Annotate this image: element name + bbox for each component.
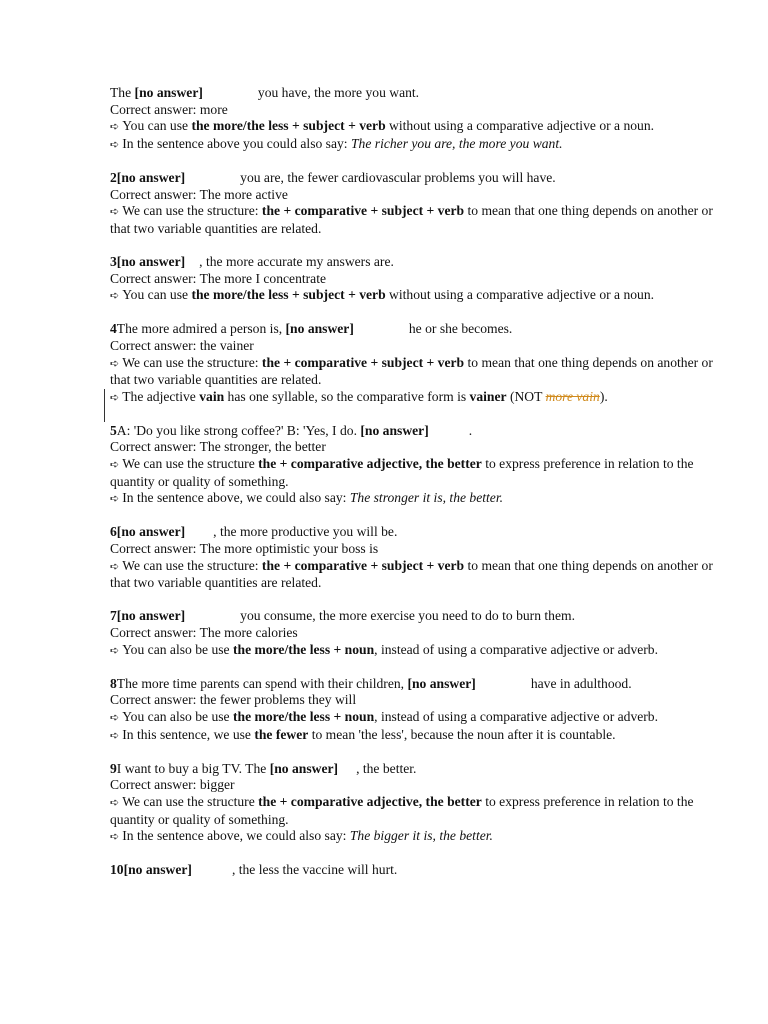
explanation-note: ➪ We can use the structure: the + comparative + subject + verb to mean that one thing depends on another or that two variable quantities are related. — [110, 354, 713, 388]
correct-answer: Correct answer: the fewer problems they will — [110, 692, 357, 708]
sentence-end: , the more productive you will be. — [213, 524, 398, 540]
explanation-note: ➪ We can use the structure: the + comparative + subject + verb to mean that one thing depends on another or that two variable quantities are related. — [110, 557, 713, 591]
question-10 — [110, 862, 714, 879]
question-8 — [110, 676, 714, 744]
question-7 — [110, 608, 714, 659]
question-sentence — [110, 254, 714, 271]
question-number: 10 — [110, 862, 124, 878]
correct-answer: Correct answer: The more optimistic your boss is — [110, 541, 379, 557]
question-number: 7 — [110, 608, 117, 624]
answer-blank[interactable]: [no answer] — [360, 422, 429, 438]
answer-blank[interactable]: [no answer] — [116, 253, 186, 269]
explanation-note: ➪ You can use the more/the less + subject + verb without using a comparative adjective or a noun. — [110, 287, 655, 303]
question-number: 2 — [110, 169, 117, 185]
question-sentence — [110, 676, 714, 693]
question-number: 8 — [110, 675, 117, 691]
question-2 — [110, 170, 714, 237]
explanation-note: ➪ In the sentence above, we could also say: The bigger it is, the better. — [110, 828, 493, 844]
arrow-icon: ➪ — [110, 710, 120, 724]
arrow-icon: ➪ — [110, 458, 120, 472]
question-sentence — [110, 862, 714, 879]
sentence-start: A: 'Do you like strong coffee?' B: 'Yes, I do. — [116, 422, 361, 438]
question-number: 5 — [110, 422, 117, 438]
sentence-start: The more time parents can spend with their children, — [116, 675, 408, 691]
explanation-note: ➪ In the sentence above you could also say: The richer you are, the more you want. — [110, 135, 563, 151]
question-9 — [110, 761, 714, 846]
question-3 — [110, 254, 714, 305]
struck-text: more vain — [545, 388, 600, 404]
question-sentence — [110, 170, 714, 187]
answer-blank[interactable]: [no answer] — [116, 608, 186, 624]
sentence-start: The more admired a person is, — [116, 321, 286, 337]
question-sentence — [110, 423, 714, 440]
sentence-start: I want to buy a big TV. The — [116, 760, 270, 776]
arrow-icon: ➪ — [110, 830, 120, 844]
question-1 — [110, 85, 714, 153]
explanation-note: ➪ In this sentence, we use the fewer to mean 'the less', because the noun after it is countable. — [110, 726, 616, 742]
correct-answer: Correct answer: The stronger, the better — [110, 439, 326, 455]
arrow-icon: ➪ — [110, 643, 120, 657]
sentence-end: , the more accurate my answers are. — [199, 253, 394, 269]
question-sentence — [110, 608, 714, 625]
change-bar — [104, 389, 105, 422]
sentence-end: you are, the fewer cardiovascular problems you will have. — [240, 169, 556, 185]
explanation-note: ➪ We can use the structure the + comparative adjective, the better to express preference in relation to the quantity or quality of something. — [110, 456, 694, 489]
arrow-icon: ➪ — [110, 205, 120, 219]
sentence-end: . — [468, 422, 473, 438]
explanation-note: ➪ You can also be use the more/the less + noun, instead of using a comparative adjective or adverb. — [110, 641, 659, 657]
arrow-icon: ➪ — [110, 390, 120, 404]
explanation-note: ➪ We can use the structure the + comparative adjective, the better to express preference in relation to the quantity or quality of something. — [110, 793, 694, 827]
correct-answer: Correct answer: The more active — [110, 186, 288, 202]
answer-blank[interactable]: [no answer] — [116, 169, 186, 185]
sentence-end: you consume, the more exercise you need to do to burn them. — [240, 608, 575, 624]
question-number: 4 — [110, 321, 117, 337]
arrow-icon: ➪ — [110, 120, 120, 134]
sentence-end: , the less the vaccine will hurt. — [231, 862, 398, 878]
question-sentence — [110, 321, 714, 338]
question-6 — [110, 524, 714, 591]
question-5 — [110, 423, 714, 508]
answer-blank[interactable]: [no answer] — [123, 862, 192, 878]
correct-answer: Correct answer: The more I concentrate — [110, 270, 327, 286]
explanation-note: ➪ The adjective vain has one syllable, so the comparative form is vainer (NOT more vain). — [110, 388, 608, 404]
question-number: 6 — [110, 524, 117, 540]
arrow-icon: ➪ — [110, 795, 120, 809]
explanation-note: ➪ We can use the structure: the + comparative + subject + verb to mean that one thing depends on another or that two variable quantities are related. — [110, 203, 713, 236]
question-4 — [110, 321, 714, 406]
answer-blank[interactable]: [no answer] — [269, 760, 339, 776]
question-sentence — [110, 524, 714, 541]
correct-answer: Correct answer: bigger — [110, 777, 235, 793]
explanation-note: ➪ You can also be use the more/the less + noun, instead of using a comparative adjective or adverb. — [110, 708, 659, 724]
sentence-end: , the better. — [356, 760, 417, 776]
question-sentence — [110, 85, 714, 102]
arrow-icon: ➪ — [110, 137, 120, 151]
question-sentence — [110, 761, 714, 778]
correct-answer: Correct answer: more — [110, 101, 228, 117]
exercise-results — [110, 85, 714, 896]
answer-blank[interactable]: [no answer] — [116, 524, 186, 540]
sentence-start: The — [110, 85, 135, 100]
answer-blank[interactable]: [no answer] — [407, 675, 476, 691]
explanation-note: ➪ In the sentence above, we could also say: The stronger it is, the better. — [110, 490, 504, 506]
arrow-icon: ➪ — [110, 289, 120, 303]
arrow-icon: ➪ — [110, 559, 120, 573]
sentence-end: he or she becomes. — [408, 321, 513, 337]
answer-blank[interactable]: [no answer] — [134, 85, 203, 100]
arrow-icon: ➪ — [110, 356, 120, 370]
arrow-icon: ➪ — [110, 492, 120, 506]
arrow-icon: ➪ — [110, 728, 120, 742]
answer-blank[interactable]: [no answer] — [285, 321, 354, 337]
question-number: 3 — [110, 253, 117, 269]
correct-answer: Correct answer: the vainer — [110, 337, 254, 353]
sentence-end: have in adulthood. — [530, 675, 632, 691]
explanation-note: ➪ You can use the more/the less + subject + verb without using a comparative adjective or a noun. — [110, 118, 655, 134]
correct-answer: Correct answer: The more calories — [110, 625, 298, 640]
sentence-end: you have, the more you want. — [257, 85, 420, 100]
question-number: 9 — [110, 760, 117, 776]
